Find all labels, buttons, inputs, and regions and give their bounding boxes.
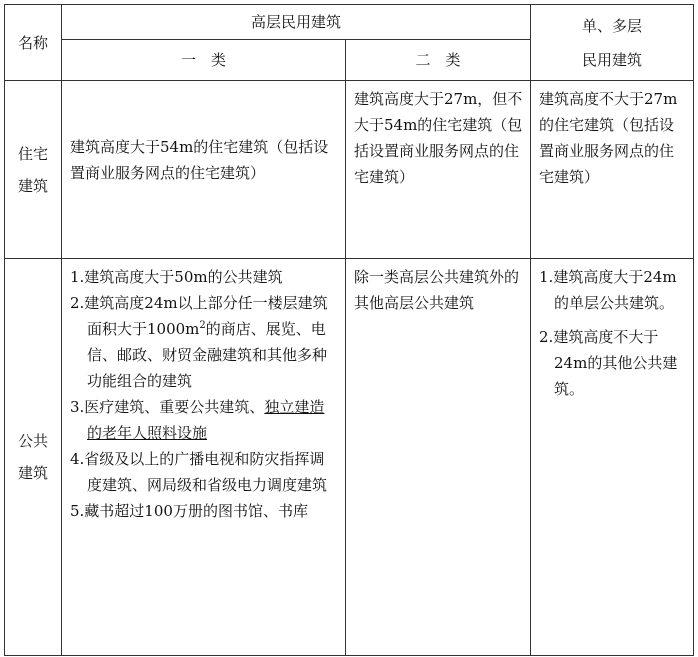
header-multi-storey (531, 5, 694, 81)
header-name: 名称 (5, 5, 62, 81)
item-3-text-a: 3.医疗建筑、重要公共建筑、 (70, 398, 265, 416)
header-class-two: 二 类 (346, 40, 531, 81)
residential-name-line1: 住宅 (17, 144, 48, 163)
item-2-text-b: 的商店、展览、电信、邮政、财贸金融建筑和其他多种功能组合的建筑 (87, 320, 328, 390)
public-class-one-item-3 (70, 394, 339, 446)
residential-multi-storey: 建筑高度不大于27m的住宅建筑（包括设置商业服务网点的住宅建筑） (531, 81, 694, 259)
public-class-one-item-1: 1.建筑高度大于50m的公共建筑 (70, 268, 283, 286)
item-2-superscript: 2 (199, 320, 206, 331)
public-class-two: 除一类高层公共建筑外的其他高层公共建筑 (346, 259, 531, 656)
residential-class-two: 建筑高度大于27m，但不大于54m的住宅建筑（包括设置商业服务网点的住宅建筑） (346, 81, 531, 259)
header-multi-line2: 民用建筑 (582, 50, 643, 69)
row-name-public (5, 259, 62, 656)
public-multi-storey (531, 259, 694, 656)
public-multi-item-1: 1.建筑高度大于24m的单层公共建筑。 (539, 268, 677, 312)
row-name-residential (5, 81, 62, 259)
item-2-text-a: 2.建筑高度24m以上部分任一楼层建筑面积大于1000m (70, 294, 328, 338)
public-class-one-item-4: 4.省级及以上的广播电视和防灾指挥调度建筑、网局级和省级电力调度建筑 (70, 450, 328, 494)
header-multi-line1: 单、多层 (582, 16, 643, 35)
item-3-underlined-text: 独立建造的老年人照料设施 (87, 398, 325, 442)
public-class-one (62, 259, 346, 656)
public-class-one-item-2 (70, 290, 339, 394)
residential-name-line2: 建筑 (17, 176, 48, 195)
public-name-line1: 公共 (17, 432, 48, 450)
public-multi-item-2: 2.建筑高度不大于24m的其他公共建筑。 (539, 328, 678, 398)
header-high-rise: 高层民用建筑 (62, 5, 531, 40)
residential-class-one: 建筑高度大于54m的住宅建筑（包括设置商业服务网点的住宅建筑） (62, 81, 346, 259)
public-name-line2: 建筑 (17, 464, 48, 482)
classification-table (4, 4, 694, 656)
public-class-one-item-5: 5.藏书超过100万册的图书馆、书库 (70, 502, 308, 520)
header-class-one: 一 类 (62, 40, 346, 81)
